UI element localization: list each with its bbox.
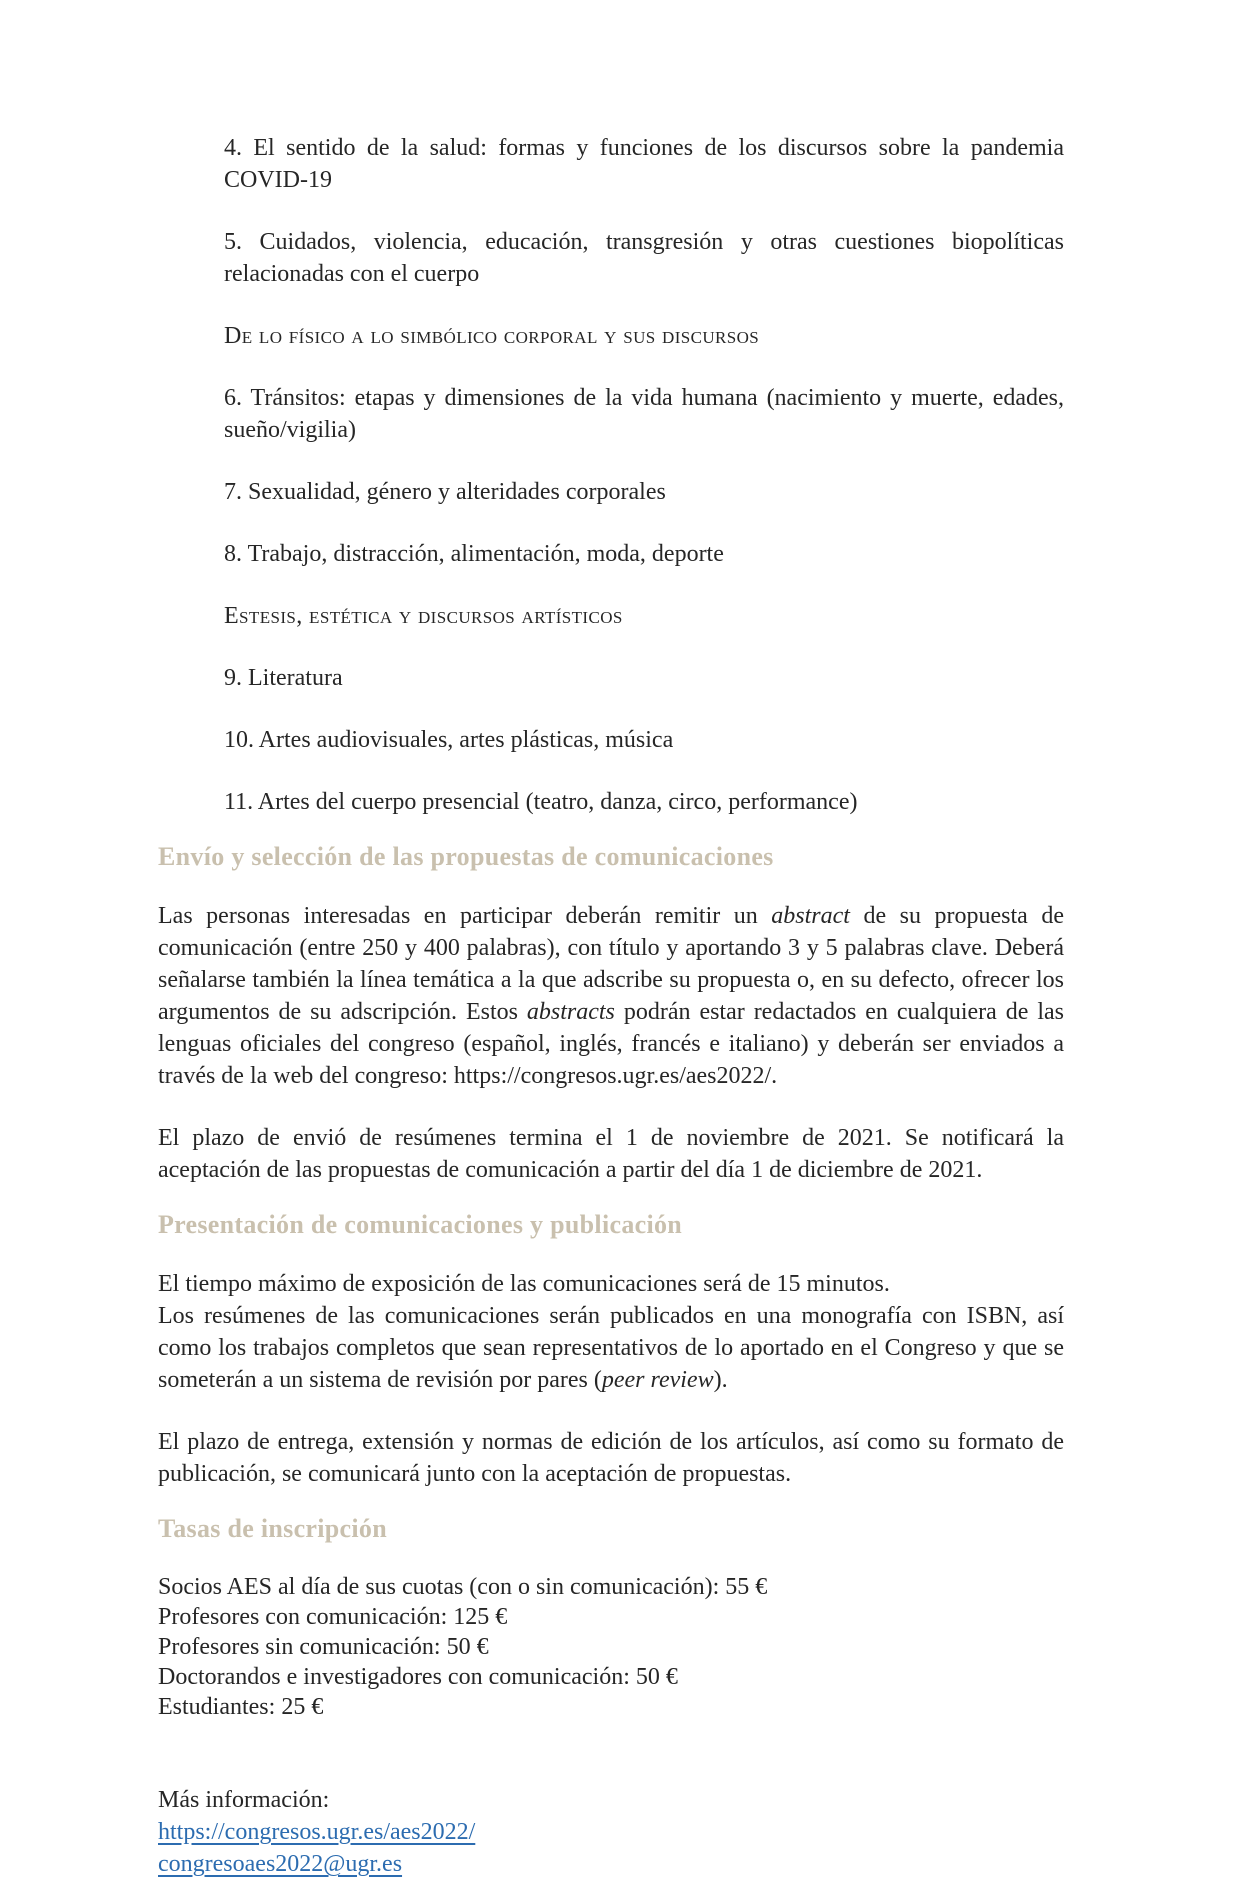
thematic-line-item-4: 4. El sentido de la salud: formas y funciones de los discursos sobre la pandemia COVID-19: [224, 135, 1064, 193]
fee-line-profesores-sin: Profesores sin comunicación: 50 €: [158, 1634, 489, 1660]
thematic-line-item-6: 6. Tránsitos: etapas y dimensiones de la vida humana (nacimiento y muerte, edades, sueño/vigilia): [224, 385, 1064, 443]
thematic-line-item-5: 5. Cuidados, violencia, educación, transgresión y otras cuestiones biopolíticas relacionadas con el cuerpo: [224, 229, 1064, 287]
more-info-block: [158, 1784, 1064, 1880]
fee-line-socios: Socios AES al día de sus cuotas (con o sin comunicación): 55 €: [158, 1574, 768, 1600]
email-link[interactable]: congresoaes2022@ugr.es: [158, 1851, 403, 1877]
paragraph-envio-1-text-a: Las personas interesadas en participar deberán remitir un: [158, 903, 772, 929]
peer-review-italic-term: peer review: [601, 1367, 714, 1393]
paragraph-presentacion-1-text-a: Los resúmenes de las comunicaciones serán publicados en una monografía con ISBN, así como los trabajos completos que sean representativos de lo aportado en el Congreso y que se someterán a un sistema de revisión por pares (: [158, 1303, 1064, 1393]
thematic-line-item-10: 10. Artes audiovisuales, artes plásticas, música: [224, 727, 674, 753]
more-info-label: Más información:: [158, 1787, 330, 1813]
section-heading-envio: Envío y selección de las propuestas de comunicaciones: [158, 842, 774, 871]
paragraph-envio-1-text-b: de su propuesta de comunicación (entre 250 y 400 palabras), con título y aportando 3 y 5 palabras clave. Deberá señalarse también la línea temática a la que adscribe su propuesta o, en su defecto, ofrecer los argumentos de su adscripción. Estos: [158, 903, 1064, 1025]
paragraph-envio-1-text-c: podrán estar redactados en cualquiera de las lenguas oficiales del congreso (español, inglés, francés e italiano) y deberán ser enviados a través de la web del congreso: https://congresos.ugr.es/aes2022/.: [158, 999, 1064, 1089]
thematic-line-item-8: 8. Trabajo, distracción, alimentación, moda, deporte: [224, 541, 724, 567]
fee-line-doctorandos: Doctorandos e investigadores con comunicación: 50 €: [158, 1664, 678, 1690]
thematic-group-heading-fisico: De lo físico a lo simbólico corporal y sus discursos: [224, 323, 760, 349]
website-link[interactable]: https://congresos.ugr.es/aes2022/: [158, 1819, 476, 1845]
abstract-italic-term: abstract: [771, 903, 850, 929]
thematic-group-heading-estesis: Estesis, estética y discursos artísticos: [224, 603, 623, 629]
email-link-row: [158, 1848, 1064, 1880]
website-link-row: [158, 1816, 1064, 1848]
abstracts-italic-term: abstracts: [526, 999, 615, 1025]
fees-list: [158, 1572, 1064, 1722]
thematic-lines-block: [224, 132, 1064, 818]
paragraph-presentacion-1-text-b: ).: [713, 1367, 728, 1393]
section-heading-tasas: Tasas de inscripción: [158, 1514, 387, 1543]
thematic-line-item-11: 11. Artes del cuerpo presencial (teatro, danza, circo, performance): [224, 789, 858, 815]
paragraph-presentacion-line1: El tiempo máximo de exposición de las comunicaciones será de 15 minutos.: [158, 1271, 890, 1297]
paragraph-presentacion-1: [158, 1300, 1064, 1396]
paragraph-envio-1: [158, 900, 1064, 1092]
section-heading-presentacion: Presentación de comunicaciones y publicación: [158, 1210, 683, 1239]
paragraph-presentacion-2: El plazo de entrega, extensión y normas de edición de los artículos, así como su formato de publicación, se comunicará junto con la aceptación de propuestas.: [158, 1429, 1064, 1487]
thematic-line-item-9: 9. Literatura: [224, 665, 343, 691]
fee-line-profesores-con: Profesores con comunicación: 125 €: [158, 1604, 508, 1630]
thematic-line-item-7: 7. Sexualidad, género y alteridades corporales: [224, 479, 666, 505]
fee-line-estudiantes: Estudiantes: 25 €: [158, 1694, 324, 1720]
paragraph-envio-2: El plazo de envió de resúmenes termina el 1 de noviembre de 2021. Se notificará la aceptación de las propuestas de comunicación a partir del día 1 de diciembre de 2021.: [158, 1125, 1064, 1183]
